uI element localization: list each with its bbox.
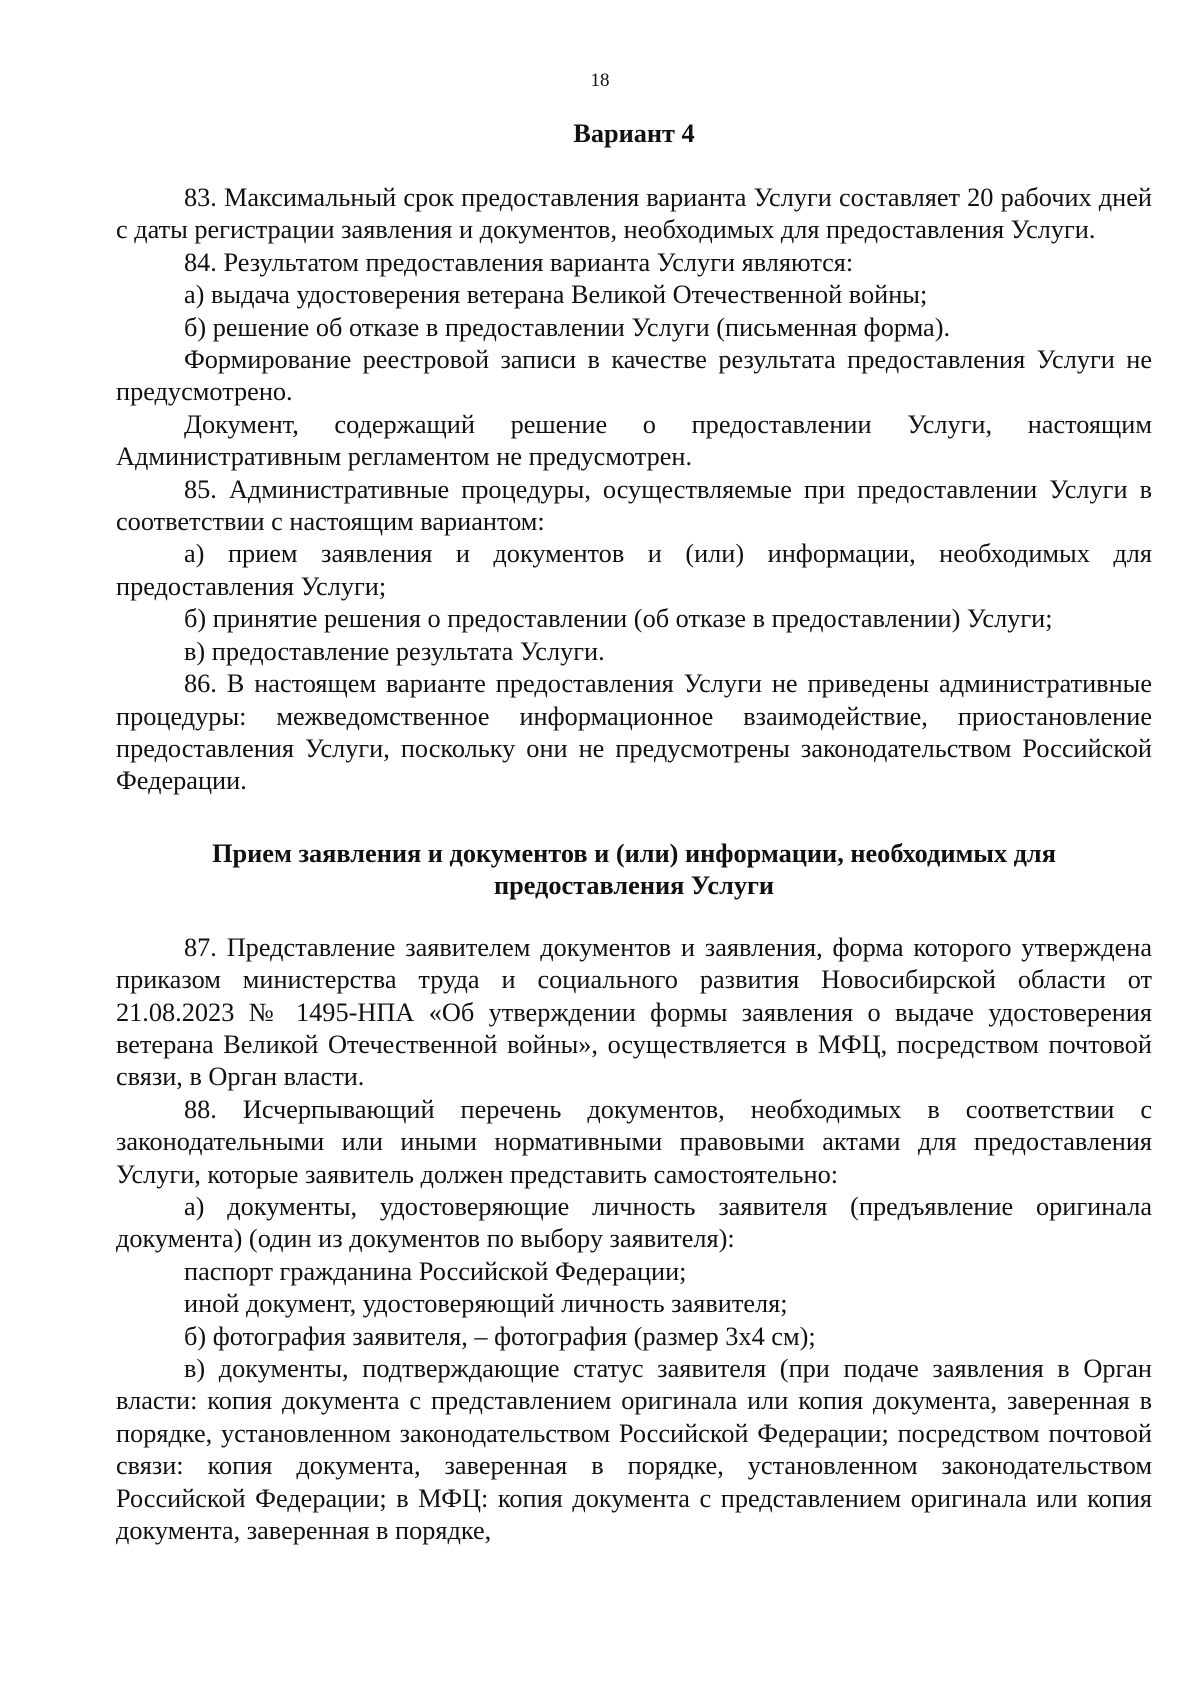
list-item-85c: в) предоставление результата Услуги. (184, 636, 605, 666)
list-item-85b: б) принятие решения о предоставлении (об отказе в предоставлении) Услуги; (184, 604, 1053, 634)
list-item-84b: б) решение об отказе в предоставлении Услуги (письменная форма). (184, 312, 951, 342)
list-item-other-id: иной документ, удостоверяющий личность заявителя; (184, 1289, 788, 1319)
paragraph-87: 87. Представление заявителем документов и заявления, форма которого утверждена приказом министерства труда и социального развития Новосибирской области от 21.08.2023 № 1495-НПА «Об утверждении формы заявления о выдаче удостоверения ветерана Великой Отечественной войны», осуществляется в МФЦ, посредством почтовой связи, в Орган власти. (116, 932, 1152, 1092)
section-heading (116, 838, 1152, 902)
paragraph-84: 84. Результатом предоставления варианта Услуги являются: (184, 247, 854, 277)
variant-title: Вариант 4 (573, 119, 695, 148)
document-body (116, 118, 1152, 1547)
list-item-85a: а) прием заявления и документов и (или) информации, необходимых для предоставления Услуги; (116, 539, 1152, 601)
paragraph-86: 86. В настоящем варианте предоставления Услуги не приведены административные процедуры: межведомственное информационное взаимодействие, приостановление предоставления Услуги, поскольку они не предусмотрены законодательством Российской Федерации. (116, 669, 1152, 796)
section-heading-line2: предоставления Услуги (493, 870, 775, 900)
list-item-88b: б) фотография заявителя, – фотография (размер 3х4 см); (184, 1321, 816, 1351)
list-item-88c: в) документы, подтверждающие статус заявителя (при подаче заявления в Орган власти: копия документа с представлением оригинала или копия документа, заверенная в порядке, установленном законодательством Российской Федерации; посредством почтовой связи: копия документа, заверенная в порядке, установленном законодательством Российской Федерации; в МФЦ: копия документа с представлением оригинала или копия документа, заверенная в порядке, (116, 1354, 1152, 1546)
list-item-passport: паспорт гражданина Российской Федерации; (184, 1256, 687, 1286)
paragraph-83: 83. Максимальный срок предоставления варианта Услуги составляет 20 рабочих дней с даты регистрации заявления и документов, необходимых для предоставления Услуги. (116, 183, 1152, 245)
paragraph-decision-document: Документ, содержащий решение о предоставлении Услуги, настоящим Административным регламентом не предусмотрен. (116, 409, 1152, 472)
page-number: 18 (590, 70, 610, 91)
paragraph-88: 88. Исчерпывающий перечень документов, необходимых в соответствии с законодательными или иными нормативными правовыми актами для предоставления Услуги, которые заявитель должен представить самостоятельно: (116, 1094, 1152, 1189)
paragraph-85: 85. Административные процедуры, осуществляемые при предоставлении Услуги в соответствии с настоящим вариантом: (116, 474, 1152, 537)
list-item-84a: а) выдача удостоверения ветерана Великой Отечественной войны; (184, 280, 928, 310)
list-item-88a: а) документы, удостоверяющие личность заявителя (предъявление оригинала документа) (один из документов по выбору заявителя): (116, 1191, 1152, 1254)
section-heading-line1: Прием заявления и документов и (или) информации, необходимых для (212, 838, 1056, 868)
paragraph-registry-record: Формирование реестровой записи в качестве результата предоставления Услуги не предусмотрено. (116, 345, 1152, 407)
